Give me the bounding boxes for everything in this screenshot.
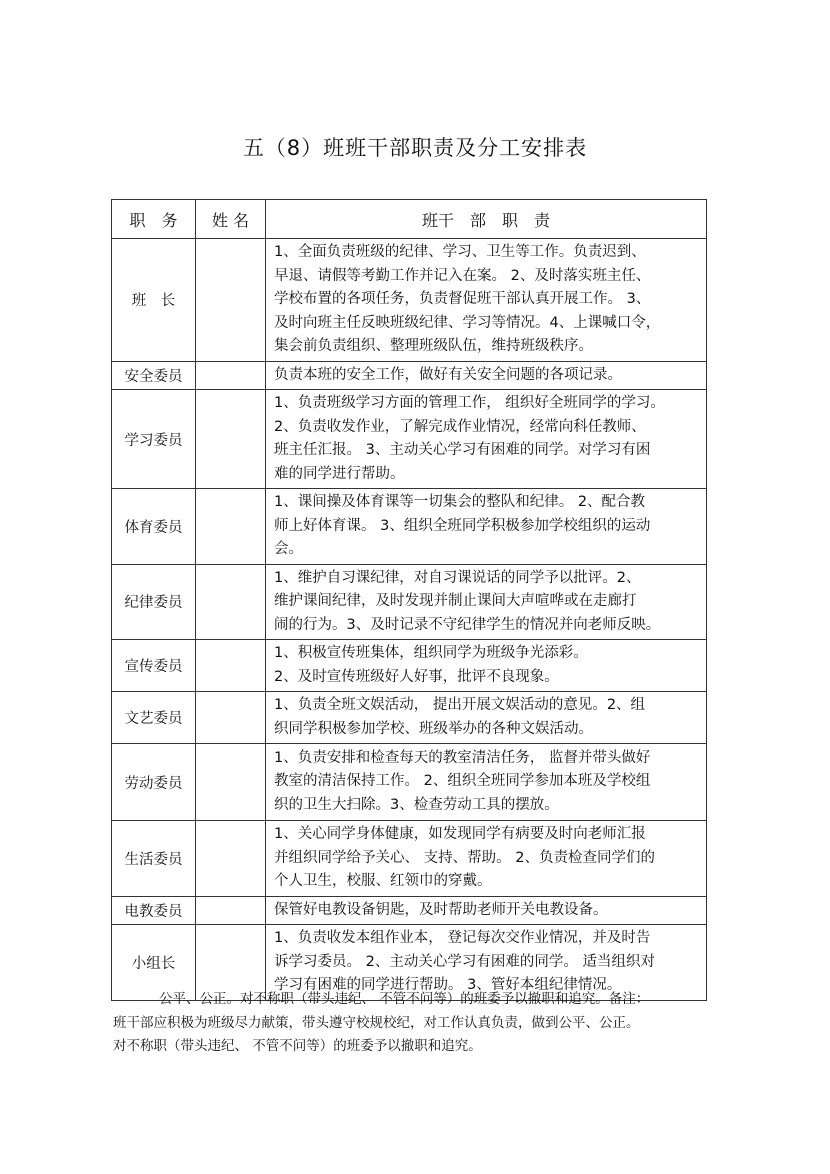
duty-line: 1、积极宣传班集体，组织同学为班级争光添彩。 xyxy=(274,645,588,661)
table-row xyxy=(112,744,707,821)
page-title: 五（8）班班干部职责及分工安排表 xyxy=(242,136,588,160)
duty-line: 2、及时宣传班级好人好事，批评不良现象。 xyxy=(274,668,559,685)
name-cell[interactable] xyxy=(196,692,266,744)
duty-line: 1、课间操及体育课等一切集会的整队和纪律。 2、配合教 xyxy=(274,494,646,510)
table-row xyxy=(112,239,707,362)
role-cell: 体育委员 xyxy=(112,489,196,565)
duty-line: 1、负责收发本组作业本， 登记每次交作业情况，并及时告 xyxy=(274,930,651,946)
duty-line: 学习有困难的同学进行帮助。 3、管好本组纪律情况。 xyxy=(274,977,622,993)
name-cell[interactable] xyxy=(196,239,266,362)
duty-line: 1、关心同学身体健康，如发现同学有病要及时向老师汇报 xyxy=(274,826,646,842)
footer-note xyxy=(113,988,713,1059)
duty-cell xyxy=(266,640,707,692)
header-name: 姓 名 xyxy=(196,200,266,239)
duty-cell xyxy=(266,896,707,925)
name-cell[interactable] xyxy=(196,896,266,925)
table-header-row xyxy=(112,200,707,239)
duty-line: 难的同学进行帮助。 xyxy=(274,465,405,482)
table-row xyxy=(112,564,707,640)
duty-cell xyxy=(266,390,707,489)
table-row xyxy=(112,640,707,692)
name-cell[interactable] xyxy=(196,390,266,489)
duty-line: 保管好电教设备钥匙，及时帮助老师开关电教设备。 xyxy=(274,901,608,918)
name-cell[interactable] xyxy=(196,361,266,390)
duty-cell xyxy=(266,361,707,390)
duty-line: 学校布置的各项任务，负责督促班干部认真开展工作。 3、 xyxy=(274,291,651,307)
duty-cell xyxy=(266,489,707,565)
duty-line: 及时向班主任反映班级纪律、学习等情况。4、上课喊口令， xyxy=(274,314,661,331)
duty-line: 并组织同学给予关心、 支持、帮助。 2、负责检查同学们的 xyxy=(274,849,655,866)
duty-line: 织的卫生大扫除。3、检查劳动工具的摆放。 xyxy=(274,796,559,813)
name-cell[interactable] xyxy=(196,489,266,565)
footer-line: 班干部应积极为班级尽力献策，带头遵守校规校纪，对工作认真负责，做到公平、公正。 xyxy=(113,1014,640,1031)
name-cell[interactable] xyxy=(196,821,266,897)
table-row xyxy=(112,361,707,390)
duty-line: 会。 xyxy=(274,541,303,557)
table-row xyxy=(112,390,707,489)
role-cell: 劳动委员 xyxy=(112,744,196,821)
header-role: 职 务 xyxy=(112,200,196,239)
table-row xyxy=(112,896,707,925)
duty-cell xyxy=(266,744,707,821)
duty-cell xyxy=(266,564,707,640)
table-row xyxy=(112,489,707,565)
role-cell: 学习委员 xyxy=(112,390,196,489)
table-row xyxy=(112,692,707,744)
duty-cell xyxy=(266,821,707,897)
duty-line: 1、负责安排和检查每天的教室清洁任务， 监督并带头做好 xyxy=(274,749,651,766)
duty-line: 师上好体育课。 3、组织全班同学积极参加学校组织的运动 xyxy=(274,517,651,534)
duty-line: 个人卫生，校服、红领巾的穿戴。 xyxy=(274,873,492,889)
name-cell[interactable] xyxy=(196,744,266,821)
role-cell: 文艺委员 xyxy=(112,692,196,744)
duty-line: 1、负责班级学习方面的管理工作， 组织好全班同学的学习。 xyxy=(274,395,665,411)
duty-line: 教室的清洁保持工作。 2、组织全班同学参加本班及学校组 xyxy=(274,773,651,790)
role-cell: 纪律委员 xyxy=(112,564,196,640)
role-cell: 班 长 xyxy=(112,239,196,362)
duty-table xyxy=(111,199,707,1001)
role-cell: 宣传委员 xyxy=(112,640,196,692)
duty-line: 1、全面负责班级的纪律、学习、卫生等工作。负责迟到、 xyxy=(274,244,646,260)
role-cell: 安全委员 xyxy=(112,361,196,390)
duty-line: 1、负责全班文娱活动， 提出开展文娱活动的意见。2、组 xyxy=(274,697,646,713)
duty-line: 闹的行为。3、及时记录不守纪律学生的情况并向老师反映。 xyxy=(274,616,661,633)
duty-cell xyxy=(266,692,707,744)
duty-line: 班主任汇报。 3、主动关心学习有困难的同学。对学习有困 xyxy=(274,442,651,458)
duty-line: 2、负责收发作业，了解完成作业情况，经常向科任教师、 xyxy=(274,418,646,435)
name-cell[interactable] xyxy=(196,640,266,692)
role-cell: 小组长 xyxy=(112,925,196,1001)
duty-cell xyxy=(266,239,707,362)
duty-line: 织同学积极参加学校、班级举办的各种文娱活动。 xyxy=(274,720,593,737)
duty-line: 维护课间纪律，及时发现并制止课间大声喧哗或在走廊打 xyxy=(274,593,637,609)
footer-line: 公平、公正。对不称职（带头违纪、 不管不问等）的班委予以撤职和追究。备注： xyxy=(159,991,650,1007)
footer-line: 对不称职（带头违纪、 不管不问等）的班委予以撤职和追究。 xyxy=(113,1038,482,1054)
role-cell: 电教委员 xyxy=(112,896,196,925)
duty-line: 集会前负责组织、整理班级队伍，维持班级秩序。 xyxy=(274,338,593,354)
duty-line: 负责本班的安全工作，做好有关安全问题的各项记录。 xyxy=(274,366,622,383)
table-row xyxy=(112,821,707,897)
duty-line: 1、维护自习课纪律，对自习课说话的同学予以批评。2、 xyxy=(274,569,641,586)
duty-line: 早退、请假等考勤工作并记入在案。 2、及时落实班主任、 xyxy=(274,267,651,284)
duty-line: 诉学习委员。 2、主动关心学习有困难的同学。 适当组织对 xyxy=(274,953,655,970)
role-cell: 生活委员 xyxy=(112,821,196,897)
header-duty: 班干 部 职 责 xyxy=(266,200,707,239)
name-cell[interactable] xyxy=(196,564,266,640)
